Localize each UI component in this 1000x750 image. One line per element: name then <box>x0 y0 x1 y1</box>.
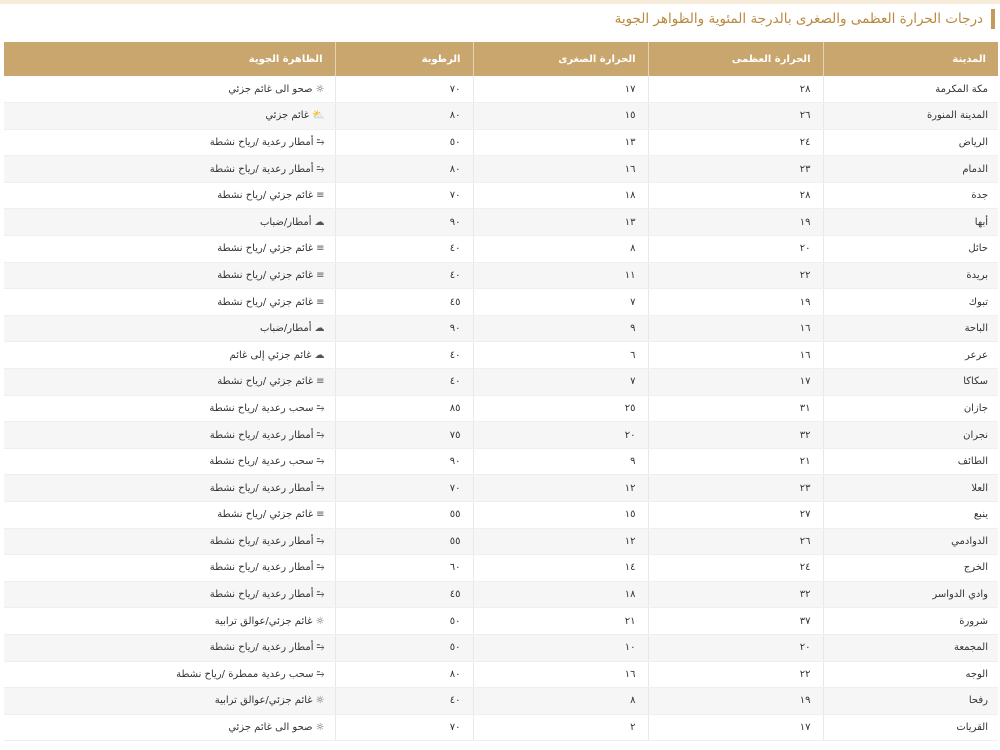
partly-cloudy-icon: ⛅ <box>312 110 325 122</box>
rain-cloud-icon: ☁ <box>314 323 325 335</box>
weather-cell <box>4 76 335 103</box>
max-temp-cell: ١٧ <box>648 714 823 741</box>
humidity-cell: ٤٥ <box>335 289 473 316</box>
table-header-row <box>4 42 998 76</box>
city-cell: القريات <box>823 714 998 741</box>
sun-icon: ☼ <box>315 722 325 734</box>
max-temp-cell: ١٩ <box>648 289 823 316</box>
max-temp-cell: ٢٠ <box>648 236 823 263</box>
humidity-cell: ٦٠ <box>335 555 473 582</box>
max-temp-cell: ١٧ <box>648 369 823 396</box>
weather-text: أمطار رعدية /رياح نشطة <box>209 562 314 574</box>
city-cell: أبها <box>823 209 998 236</box>
max-temp-cell: ٢٣ <box>648 475 823 502</box>
city-cell: ينبع <box>823 502 998 529</box>
rain-cloud-icon: ☁ <box>314 216 325 228</box>
weather-cell <box>4 502 335 529</box>
min-temp-cell: ١٥ <box>473 103 648 130</box>
city-cell: العلا <box>823 475 998 502</box>
header-city: المدينة <box>823 42 998 76</box>
weather-text: سحب رعدية ممطرة /رياح نشطة <box>176 668 314 680</box>
weather-text: سحب رعدية /رياح نشطة <box>209 456 314 468</box>
weather-text: غائم جزئي /رياح نشطة <box>217 190 314 202</box>
max-temp-cell: ٢٠ <box>648 634 823 661</box>
min-temp-cell: ١١ <box>473 262 648 289</box>
city-cell: جدة <box>823 182 998 209</box>
min-temp-cell: ١٨ <box>473 581 648 608</box>
city-cell: رفحا <box>823 688 998 715</box>
max-temp-cell: ٢٣ <box>648 156 823 183</box>
min-temp-cell: ٢١ <box>473 608 648 635</box>
max-temp-cell: ٢٢ <box>648 262 823 289</box>
table-row <box>4 182 998 209</box>
city-cell: الباحة <box>823 315 998 342</box>
weather-table-container <box>4 42 998 741</box>
weather-text: أمطار رعدية /رياح نشطة <box>209 589 314 601</box>
table-row <box>4 315 998 342</box>
max-temp-cell: ٢٦ <box>648 528 823 555</box>
weather-cell <box>4 182 335 209</box>
weather-cell <box>4 475 335 502</box>
weather-cell <box>4 422 335 449</box>
humidity-cell: ٧٠ <box>335 714 473 741</box>
wind-icon: ⥲ <box>316 642 325 654</box>
header-min-temp: الحرارة الصغرى <box>473 42 648 76</box>
humidity-cell: ٤٠ <box>335 688 473 715</box>
wind-icon: ⥲ <box>316 668 325 680</box>
weather-text: غائم جزئي إلى غائم <box>229 349 312 361</box>
weather-cell <box>4 236 335 263</box>
max-temp-cell: ٢٦ <box>648 103 823 130</box>
wind-icon: ⥲ <box>316 402 325 414</box>
weather-cell <box>4 581 335 608</box>
wind-icon: ≡ <box>316 243 325 255</box>
table-row <box>4 448 998 475</box>
table-row <box>4 634 998 661</box>
max-temp-cell: ٣٢ <box>648 422 823 449</box>
wind-icon: ⥲ <box>316 429 325 441</box>
city-cell: الطائف <box>823 448 998 475</box>
weather-text: أمطار رعدية /رياح نشطة <box>209 535 314 547</box>
weather-cell <box>4 129 335 156</box>
wind-icon: ≡ <box>316 269 325 281</box>
min-temp-cell: ١٨ <box>473 182 648 209</box>
table-row <box>4 76 998 103</box>
humidity-cell: ٥٠ <box>335 608 473 635</box>
city-cell: نجران <box>823 422 998 449</box>
humidity-cell: ٨٠ <box>335 103 473 130</box>
min-temp-cell: ٧ <box>473 289 648 316</box>
city-cell: عرعر <box>823 342 998 369</box>
humidity-cell: ٥٠ <box>335 129 473 156</box>
max-temp-cell: ١٦ <box>648 315 823 342</box>
weather-text: أمطار/ضباب <box>259 323 312 335</box>
weather-cell <box>4 289 335 316</box>
city-cell: وادي الدواسر <box>823 581 998 608</box>
wind-icon: ≡ <box>316 190 325 202</box>
max-temp-cell: ٢٤ <box>648 555 823 582</box>
wind-icon: ⥲ <box>316 163 325 175</box>
wind-icon: ⥲ <box>316 562 325 574</box>
max-temp-cell: ١٩ <box>648 688 823 715</box>
section-header <box>615 8 995 30</box>
city-cell: المجمعة <box>823 634 998 661</box>
table-row <box>4 103 998 130</box>
min-temp-cell: ١٧ <box>473 76 648 103</box>
table-row <box>4 395 998 422</box>
humidity-cell: ٤٥ <box>335 581 473 608</box>
min-temp-cell: ١٠ <box>473 634 648 661</box>
humidity-cell: ٨٠ <box>335 661 473 688</box>
min-temp-cell: ١٦ <box>473 661 648 688</box>
weather-cell <box>4 448 335 475</box>
table-row <box>4 714 998 741</box>
city-cell: مكة المكرمة <box>823 76 998 103</box>
city-cell: سكاكا <box>823 369 998 396</box>
max-temp-cell: ٢٢ <box>648 661 823 688</box>
weather-text: غائم جزئي <box>265 110 310 122</box>
page-title: درجات الحرارة العظمى والصغرى بالدرجة المئوية والظواهر الجوية <box>614 11 983 27</box>
header-max-temp: الحرارة العظمى <box>648 42 823 76</box>
table-row <box>4 475 998 502</box>
city-cell: حائل <box>823 236 998 263</box>
weather-cell <box>4 369 335 396</box>
table-row <box>4 502 998 529</box>
weather-text: أمطار رعدية /رياح نشطة <box>209 482 314 494</box>
humidity-cell: ٤٠ <box>335 369 473 396</box>
min-temp-cell: ١٢ <box>473 475 648 502</box>
table-row <box>4 581 998 608</box>
weather-cell <box>4 688 335 715</box>
table-row <box>4 608 998 635</box>
table-row <box>4 129 998 156</box>
table-row <box>4 156 998 183</box>
weather-cell <box>4 315 335 342</box>
weather-cell <box>4 342 335 369</box>
weather-text: أمطار/ضباب <box>259 216 312 228</box>
max-temp-cell: ٢٤ <box>648 129 823 156</box>
max-temp-cell: ٢٧ <box>648 502 823 529</box>
weather-cell <box>4 608 335 635</box>
city-cell: شرورة <box>823 608 998 635</box>
weather-text: غائم جزئي /رياح نشطة <box>217 243 314 255</box>
max-temp-cell: ٢١ <box>648 448 823 475</box>
min-temp-cell: ١٥ <box>473 502 648 529</box>
min-temp-cell: ٩ <box>473 315 648 342</box>
city-cell: بريدة <box>823 262 998 289</box>
cloud-icon: ☁ <box>314 349 325 361</box>
weather-text: صحو الى غائم جزئي <box>228 83 313 95</box>
min-temp-cell: ١٤ <box>473 555 648 582</box>
weather-text: سحب رعدية /رياح نشطة <box>209 402 314 414</box>
humidity-cell: ٥٠ <box>335 634 473 661</box>
humidity-cell: ٤٠ <box>335 342 473 369</box>
city-cell: الخرج <box>823 555 998 582</box>
city-cell: المدينة المنورة <box>823 103 998 130</box>
min-temp-cell: ١٣ <box>473 209 648 236</box>
min-temp-cell: ١٦ <box>473 156 648 183</box>
max-temp-cell: ٢٨ <box>648 182 823 209</box>
max-temp-cell: ١٩ <box>648 209 823 236</box>
humidity-cell: ٨٥ <box>335 395 473 422</box>
humidity-cell: ٥٥ <box>335 528 473 555</box>
table-row <box>4 236 998 263</box>
city-cell: الدمام <box>823 156 998 183</box>
weather-cell <box>4 262 335 289</box>
min-temp-cell: ٦ <box>473 342 648 369</box>
min-temp-cell: ٢٥ <box>473 395 648 422</box>
header-humidity: الرطوبة <box>335 42 473 76</box>
min-temp-cell: ٢ <box>473 714 648 741</box>
weather-text: أمطار رعدية /رياح نشطة <box>209 163 314 175</box>
table-row <box>4 209 998 236</box>
wind-icon: ≡ <box>316 509 325 521</box>
table-row <box>4 528 998 555</box>
wind-icon: ≡ <box>316 376 325 388</box>
city-cell: الرياض <box>823 129 998 156</box>
humidity-cell: ٩٠ <box>335 315 473 342</box>
weather-cell <box>4 714 335 741</box>
wind-icon: ⥲ <box>316 589 325 601</box>
max-temp-cell: ١٦ <box>648 342 823 369</box>
table-row <box>4 661 998 688</box>
wind-icon: ≡ <box>316 296 325 308</box>
min-temp-cell: ٨ <box>473 236 648 263</box>
weather-text: غائم جزئي /رياح نشطة <box>217 296 314 308</box>
max-temp-cell: ٣١ <box>648 395 823 422</box>
weather-text: غائم جزئي/عوالق ترابية <box>214 615 313 627</box>
header-accent-bar <box>991 9 995 29</box>
min-temp-cell: ٢٠ <box>473 422 648 449</box>
weather-cell <box>4 209 335 236</box>
table-row <box>4 289 998 316</box>
humidity-cell: ٤٠ <box>335 236 473 263</box>
min-temp-cell: ٨ <box>473 688 648 715</box>
wind-icon: ⥲ <box>316 136 325 148</box>
humidity-cell: ٥٥ <box>335 502 473 529</box>
humidity-cell: ٩٠ <box>335 209 473 236</box>
wind-icon: ⥲ <box>316 456 325 468</box>
weather-cell <box>4 103 335 130</box>
top-rule <box>0 0 1000 4</box>
weather-text: غائم جزئي/عوالق ترابية <box>214 695 313 707</box>
city-cell: الوجه <box>823 661 998 688</box>
weather-text: أمطار رعدية /رياح نشطة <box>209 642 314 654</box>
sun-icon: ☼ <box>315 83 325 95</box>
humidity-cell: ٨٠ <box>335 156 473 183</box>
humidity-cell: ٧٠ <box>335 76 473 103</box>
weather-text: غائم جزئي /رياح نشطة <box>217 376 314 388</box>
wind-icon: ⥲ <box>316 482 325 494</box>
weather-cell <box>4 528 335 555</box>
humidity-cell: ٧٥ <box>335 422 473 449</box>
city-cell: جازان <box>823 395 998 422</box>
weather-cell <box>4 634 335 661</box>
weather-text: غائم جزئي /رياح نشطة <box>217 509 314 521</box>
table-row <box>4 688 998 715</box>
table-row <box>4 262 998 289</box>
min-temp-cell: ٧ <box>473 369 648 396</box>
table-row <box>4 422 998 449</box>
table-row <box>4 369 998 396</box>
humidity-cell: ٧٠ <box>335 182 473 209</box>
city-cell: الدوادمي <box>823 528 998 555</box>
weather-table <box>4 42 998 741</box>
weather-cell <box>4 661 335 688</box>
weather-cell <box>4 395 335 422</box>
weather-text: أمطار رعدية /رياح نشطة <box>209 136 314 148</box>
city-cell: تبوك <box>823 289 998 316</box>
min-temp-cell: ١٣ <box>473 129 648 156</box>
humidity-cell: ٩٠ <box>335 448 473 475</box>
weather-text: أمطار رعدية /رياح نشطة <box>209 429 314 441</box>
wind-icon: ⥲ <box>316 535 325 547</box>
weather-text: غائم جزئي /رياح نشطة <box>217 269 314 281</box>
max-temp-cell: ٢٨ <box>648 76 823 103</box>
weather-cell <box>4 156 335 183</box>
max-temp-cell: ٣٧ <box>648 608 823 635</box>
dust-icon: ☼ <box>315 615 325 627</box>
table-row <box>4 342 998 369</box>
table-row <box>4 555 998 582</box>
dust-icon: ☼ <box>315 695 325 707</box>
humidity-cell: ٧٠ <box>335 475 473 502</box>
min-temp-cell: ٩ <box>473 448 648 475</box>
header-weather: الظاهرة الجوية <box>248 53 323 65</box>
weather-cell <box>4 555 335 582</box>
table-body <box>4 76 998 741</box>
max-temp-cell: ٣٢ <box>648 581 823 608</box>
weather-text: صحو الى غائم جزئي <box>228 722 313 734</box>
humidity-cell: ٤٠ <box>335 262 473 289</box>
min-temp-cell: ١٢ <box>473 528 648 555</box>
